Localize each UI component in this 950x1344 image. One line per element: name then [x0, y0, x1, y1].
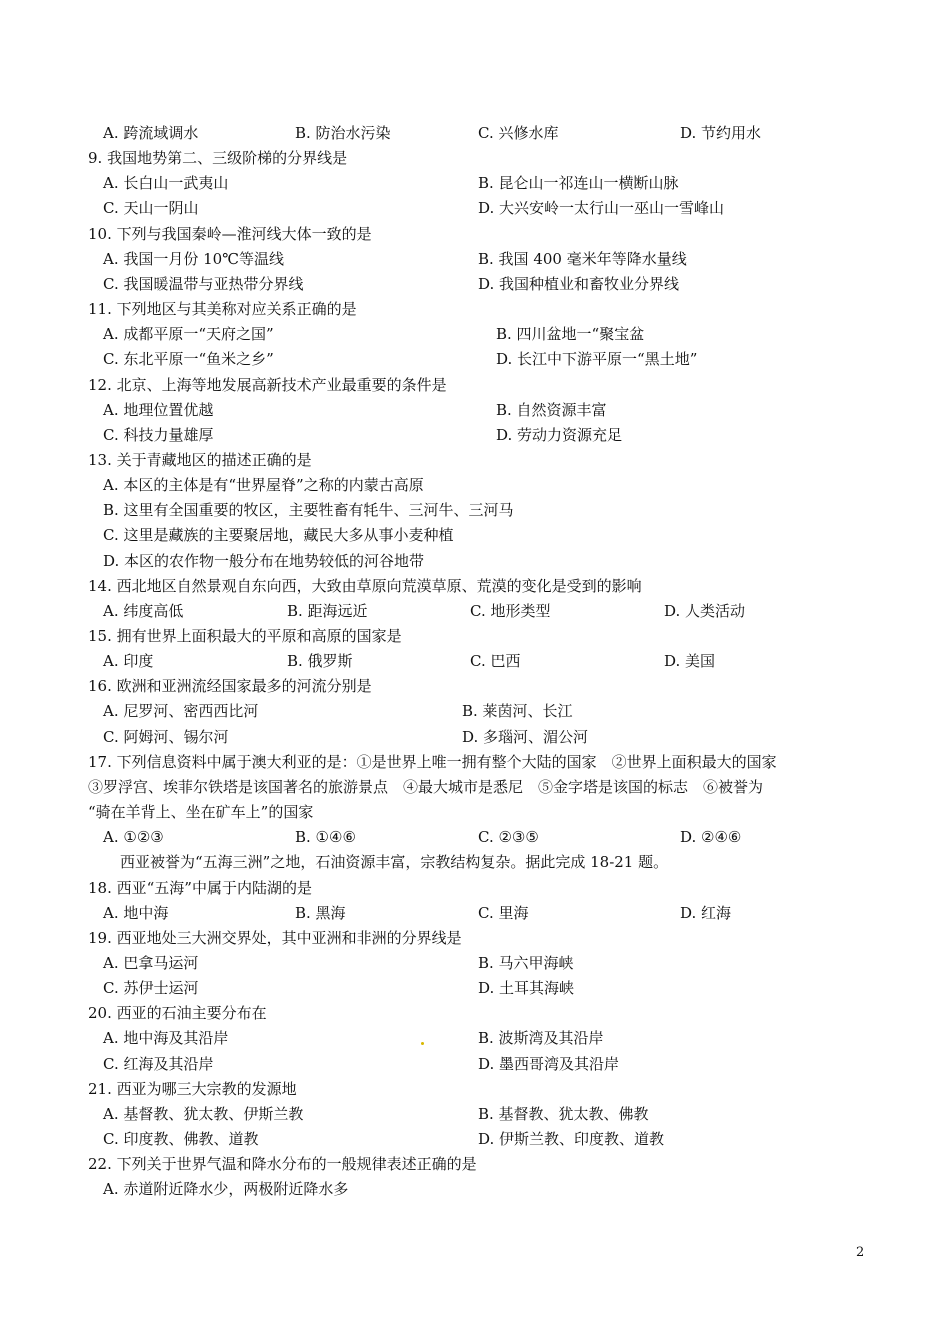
line-text: 12. 北京、上海等地发展高新技术产业最重要的条件是 [88, 375, 447, 394]
question-stem [0, 1001, 950, 1026]
answer-option: A. ①②③ [103, 828, 164, 847]
option-row [0, 398, 950, 423]
answer-option: C. 红海及其沿岸 [103, 1054, 214, 1073]
answer-option: D. 土耳其海峡 [478, 979, 575, 998]
scan-speck [421, 1042, 424, 1045]
line-text: 21. 西亚为哪三大宗教的发源地 [88, 1079, 297, 1098]
question-stem [0, 876, 950, 901]
line-text: 11. 下列地区与其美称对应关系正确的是 [88, 300, 357, 318]
answer-option: A. 纬度高低 [103, 601, 184, 620]
answer-option: D. 我国种植业和畜牧业分界线 [478, 274, 680, 293]
question-stem [0, 674, 950, 699]
line-text: 14. 西北地区自然景观自东向西，大致由草原向荒漠草原、荒漠的变化是受到的影响 [88, 576, 642, 595]
answer-option: A. 巴拿马运河 [103, 953, 199, 972]
answer-option: A. 我国一月份 10℃等温线 [103, 249, 285, 268]
answer-option: D. 节约用水 [680, 124, 762, 142]
line-text: 西亚被誉为“五海三洲”之地，石油资源丰富，宗教结构复杂。据此完成 18-21 题。 [120, 853, 669, 872]
option-row [0, 322, 950, 347]
option-row [0, 825, 950, 850]
option-row [0, 599, 950, 624]
option-row [0, 549, 950, 574]
question-stem [0, 750, 950, 775]
question-stem [0, 800, 950, 825]
answer-option: C. 巴西 [470, 652, 521, 671]
line-text: ③罗浮宫、埃菲尔铁塔是该国著名的旅游景点 ④最大城市是悉尼 ⑤金字塔是该国的标志 ⑥被誉为 [88, 777, 764, 796]
answer-option: C. 苏伊士运河 [103, 979, 199, 998]
line-text: 20. 西亚的石油主要分布在 [88, 1004, 267, 1023]
answer-option: C. 科技力量雄厚 [103, 425, 214, 444]
answer-option: C. 这里是藏族的主要聚居地，藏民大多从事小麦种植 [103, 526, 454, 545]
answer-option: A. 地中海及其沿岸 [103, 1029, 229, 1048]
answer-option: D. ②④⑥ [680, 828, 742, 847]
answer-option: B. 马六甲海峡 [478, 953, 574, 972]
option-row [0, 951, 950, 976]
option-row [0, 699, 950, 724]
question-stem [0, 146, 950, 171]
option-row [0, 247, 950, 272]
line-text: 18. 西亚“五海”中属于内陆湖的是 [88, 878, 312, 897]
answer-option: B. ①④⑥ [295, 828, 356, 847]
question-stem [0, 222, 950, 247]
answer-option: C. 里海 [478, 903, 529, 922]
line-text: 9. 我国地势第二、三级阶梯的分界线是 [88, 149, 348, 168]
answer-option: D. 美国 [664, 652, 716, 671]
option-row [0, 725, 950, 750]
answer-option: C. 阿姆河、锡尔河 [103, 727, 229, 746]
answer-option: C. 印度教、佛教、道教 [103, 1130, 259, 1148]
question-stem [0, 926, 950, 951]
question-stem [0, 1152, 950, 1177]
answer-option: A. 赤道附近降水少，两极附近降水多 [103, 1180, 349, 1199]
answer-option: B. 防治水污染 [295, 124, 391, 142]
page-number: 2 [856, 1245, 865, 1260]
question-stem [0, 775, 950, 800]
option-row [0, 1102, 950, 1127]
answer-option: C. 天山一阴山 [103, 199, 199, 218]
line-text: 16. 欧洲和亚洲流经国家最多的河流分别是 [88, 677, 372, 696]
answer-option: D. 人类活动 [664, 601, 746, 620]
answer-option: B. 黑海 [295, 903, 346, 922]
option-row [0, 347, 950, 372]
answer-option: B. 四川盆地一“聚宝盆 [496, 325, 645, 344]
answer-option: B. 距海远近 [287, 601, 368, 620]
answer-option: D. 墨西哥湾及其沿岸 [478, 1054, 620, 1073]
answer-option: C. 我国暖温带与亚热带分界线 [103, 274, 304, 293]
option-row [0, 498, 950, 523]
question-stem [0, 1077, 950, 1102]
option-row [0, 272, 950, 297]
option-row [0, 976, 950, 1001]
answer-option: C. 地形类型 [470, 601, 551, 620]
answer-option: B. 昆仑山一祁连山一横断山脉 [478, 174, 679, 193]
answer-option: D. 本区的农作物一般分布在地势较低的河谷地带 [103, 551, 425, 570]
answer-option: D. 长江中下游平原一“黑土地” [496, 350, 698, 369]
answer-option: B. 自然资源丰富 [496, 400, 607, 419]
option-row [0, 423, 950, 448]
line-text: “骑在羊背上、坐在矿车上”的国家 [88, 803, 314, 821]
option-row [0, 901, 950, 926]
line-text: 17. 下列信息资料中属于澳大利亚的是：①是世界上唯一拥有整个大陆的国家 ②世界上面积最大的国家 [88, 752, 777, 771]
question-stem [0, 448, 950, 473]
answer-option: C. 东北平原一“鱼米之乡” [103, 350, 274, 369]
option-row [0, 121, 950, 146]
answer-option: D. 大兴安岭一太行山一巫山一雪峰山 [478, 199, 725, 218]
answer-option: A. 本区的主体是有“世界屋脊”之称的内蒙古高原 [103, 476, 424, 495]
line-text: 15. 拥有世界上面积最大的平原和高原的国家是 [88, 627, 402, 645]
answer-option: B. 莱茵河、长江 [462, 702, 573, 721]
context-paragraph [0, 850, 950, 875]
answer-option: B. 这里有全国重要的牧区，主要牲畜有牦牛、三河牛、三河马 [103, 501, 514, 520]
option-row [0, 1026, 950, 1051]
option-row [0, 649, 950, 674]
line-text: 19. 西亚地处三大洲交界处，其中亚洲和非洲的分界线是 [88, 928, 462, 947]
answer-option: A. 地理位置优越 [103, 400, 214, 419]
answer-option: C. 兴修水库 [478, 124, 559, 142]
answer-option: A. 印度 [103, 652, 154, 671]
question-stem [0, 574, 950, 599]
option-row [0, 1127, 950, 1152]
answer-option: A. 跨流域调水 [103, 124, 199, 142]
answer-option: B. 我国 400 毫米年等降水量线 [478, 249, 687, 268]
option-row [0, 196, 950, 221]
option-row [0, 1177, 950, 1202]
line-text: 13. 关于青藏地区的描述正确的是 [88, 450, 312, 469]
answer-option: B. 俄罗斯 [287, 652, 353, 671]
answer-option: A. 成都平原一“天府之国” [103, 325, 274, 344]
answer-option: C. ②③⑤ [478, 828, 539, 847]
option-row [0, 523, 950, 548]
line-text: 10. 下列与我国秦岭—淮河线大体一致的是 [88, 224, 372, 243]
question-stem [0, 624, 950, 649]
answer-option: D. 伊斯兰教、印度教、道教 [478, 1130, 665, 1148]
option-row [0, 473, 950, 498]
answer-option: D. 多瑙河、湄公河 [462, 727, 589, 746]
answer-option: A. 基督教、犹太教、伊斯兰教 [103, 1104, 304, 1123]
answer-option: A. 长白山一武夷山 [103, 174, 229, 193]
line-text: 22. 下列关于世界气温和降水分布的一般规律表述正确的是 [88, 1155, 477, 1174]
answer-option: B. 基督教、犹太教、佛教 [478, 1104, 649, 1123]
answer-option: A. 尼罗河、密西西比河 [103, 702, 259, 721]
option-row [0, 171, 950, 196]
question-stem [0, 297, 950, 322]
answer-option: D. 红海 [680, 903, 732, 922]
question-stem [0, 373, 950, 398]
answer-option: D. 劳动力资源充足 [496, 425, 623, 444]
answer-option: A. 地中海 [103, 903, 169, 922]
option-row [0, 1052, 950, 1077]
answer-option: B. 波斯湾及其沿岸 [478, 1029, 604, 1048]
